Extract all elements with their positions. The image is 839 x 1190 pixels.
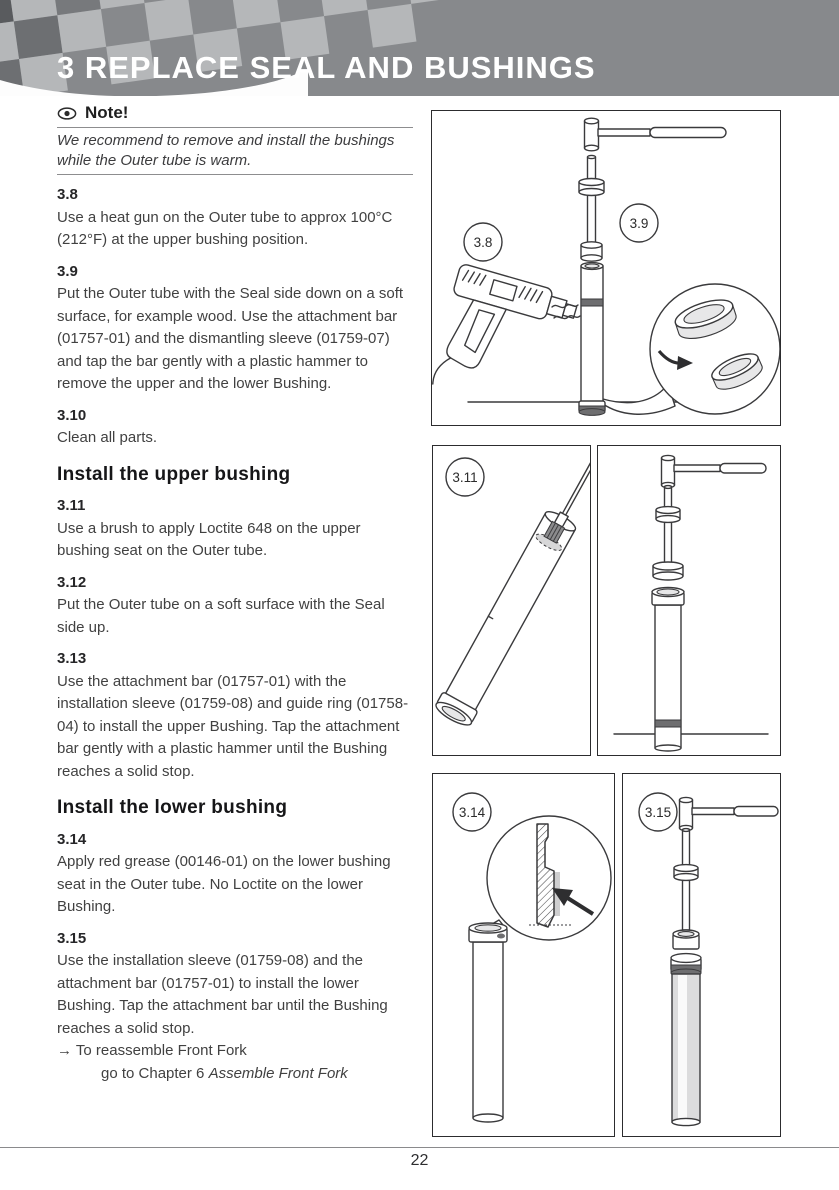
figure-callout-3-8 <box>464 223 502 261</box>
note-block <box>57 103 413 175</box>
figure-callout-3-9 <box>620 204 658 242</box>
crossref-line2: go to Chapter 6 Assemble Front Fork <box>101 1064 348 1082</box>
step-text: Put the Outer tube on a soft surface with the Seal side up. <box>57 596 385 636</box>
step-3-12 <box>57 572 413 640</box>
attachment-bar-illustration <box>673 829 699 949</box>
heat-gun-illustration <box>432 263 579 416</box>
step-number: 3.8 <box>57 186 78 203</box>
crossref-line1: → To reassemble Front Fork <box>57 1042 247 1059</box>
chapter-reference: Assemble Front Fork <box>208 1064 348 1082</box>
step-3-9 <box>57 261 413 396</box>
step-number: 3.10 <box>57 406 87 424</box>
note-text: We recommend to remove and install the bushings while the Outer tube is warm. <box>57 132 395 169</box>
plastic-hammer-illustration <box>662 455 767 487</box>
step-number: 3.14 <box>57 830 87 848</box>
step-number: 3.12 <box>57 573 87 591</box>
step-text: Use the installation sleeve (01759-08) and the attachment bar (01757-01) to install the lower Bushing. Tap the attachment bar until the Bushing reaches a solid stop. <box>57 952 388 1037</box>
figure-3-15-install-lower-bushing <box>622 773 781 1137</box>
step-number: 3.13 <box>57 650 87 667</box>
step-3-10 <box>57 405 413 450</box>
step-3-13 <box>57 648 413 783</box>
outer-tube-illustration <box>469 923 507 1122</box>
figure-3-14-lower-bushing-seat <box>432 773 615 1137</box>
figure-3-8-3-9-remove-bushings <box>431 110 781 426</box>
step-text: Use a heat gun on the Outer tube to approx 100°C (212°F) at the upper bushing position. <box>57 208 393 248</box>
step-3-14 <box>57 829 413 919</box>
step-text: Put the Outer tube with the Seal side down on a soft surface, for example wood. Use the attachment bar (01757-01) and the dismantling sleeve (01759-07) and tap the bar gently with a plastic hammer to remove the upper and the lower Bushing. <box>57 285 404 392</box>
figure-3-13-install-upper-bushing <box>597 445 781 756</box>
section-heading-upper-bushing: Install the upper bushing <box>57 463 291 485</box>
page-number: 22 <box>410 1152 429 1169</box>
section-heading-lower-bushing: Install the lower bushing <box>57 797 288 818</box>
note-heading <box>57 103 413 124</box>
step-3-15 <box>57 928 413 1086</box>
step-text: Apply red grease (00146-01) on the lower bushing seat in the Outer tube. No Loctite on the lower Bushing. <box>57 853 391 915</box>
attachment-bar-illustration <box>653 486 683 580</box>
figure-callout-3-15 <box>639 793 677 831</box>
step-3-8 <box>57 184 413 252</box>
step-number: 3.15 <box>57 929 87 947</box>
eye-icon <box>57 107 77 120</box>
note-rule-bottom <box>57 174 413 175</box>
grease-mark <box>497 934 505 939</box>
figure-callout-3-11 <box>446 458 484 496</box>
outer-tube-illustration <box>671 954 701 1126</box>
note-label: Note! <box>85 103 129 123</box>
attachment-bar-illustration <box>579 155 604 261</box>
outer-tube-illustration <box>579 263 605 416</box>
outer-tube-illustration <box>652 588 684 752</box>
note-rule-top <box>57 127 413 128</box>
step-text: Use the attachment bar (01757-01) with the installation sleeve (01759-08) and guide ring (01758-04) to install the upper Bushing. Tap the attachment bar gently with a plastic hammer until the Bushing reaches a solid stop. <box>57 672 409 780</box>
step-number: 3.11 <box>57 497 86 514</box>
plastic-hammer-illustration <box>585 118 727 151</box>
footer-rule <box>0 1147 839 1148</box>
figure-3-11-apply-loctite <box>432 445 591 756</box>
bushings-detail-bubble <box>603 284 780 414</box>
instruction-column <box>57 103 413 1085</box>
brush-handle <box>560 446 590 520</box>
svg-text:3.14: 3.14 <box>458 805 486 820</box>
svg-text:3.8: 3.8 <box>473 235 493 250</box>
step-text: Use a brush to apply Loctite 648 on the upper bushing seat on the Outer tube. <box>57 519 361 559</box>
upper-bushing-band <box>581 299 603 306</box>
svg-text:3.15: 3.15 <box>644 805 672 820</box>
step-number: 3.9 <box>57 262 78 280</box>
arrow-right-icon: → <box>57 1042 72 1059</box>
lower-bushing-band <box>655 720 681 727</box>
svg-text:3.11: 3.11 <box>452 470 478 485</box>
chapter-header <box>0 0 839 96</box>
plastic-hammer-illustration <box>680 797 779 830</box>
figure-callout-3-14 <box>453 793 491 831</box>
seat-detail-bubble <box>475 816 611 940</box>
step-3-11 <box>57 495 413 563</box>
chapter-title: 3 REPLACE SEAL AND BUSHINGS <box>57 50 596 85</box>
svg-text:3.9: 3.9 <box>629 216 649 231</box>
step-text: Clean all parts. <box>57 429 158 446</box>
